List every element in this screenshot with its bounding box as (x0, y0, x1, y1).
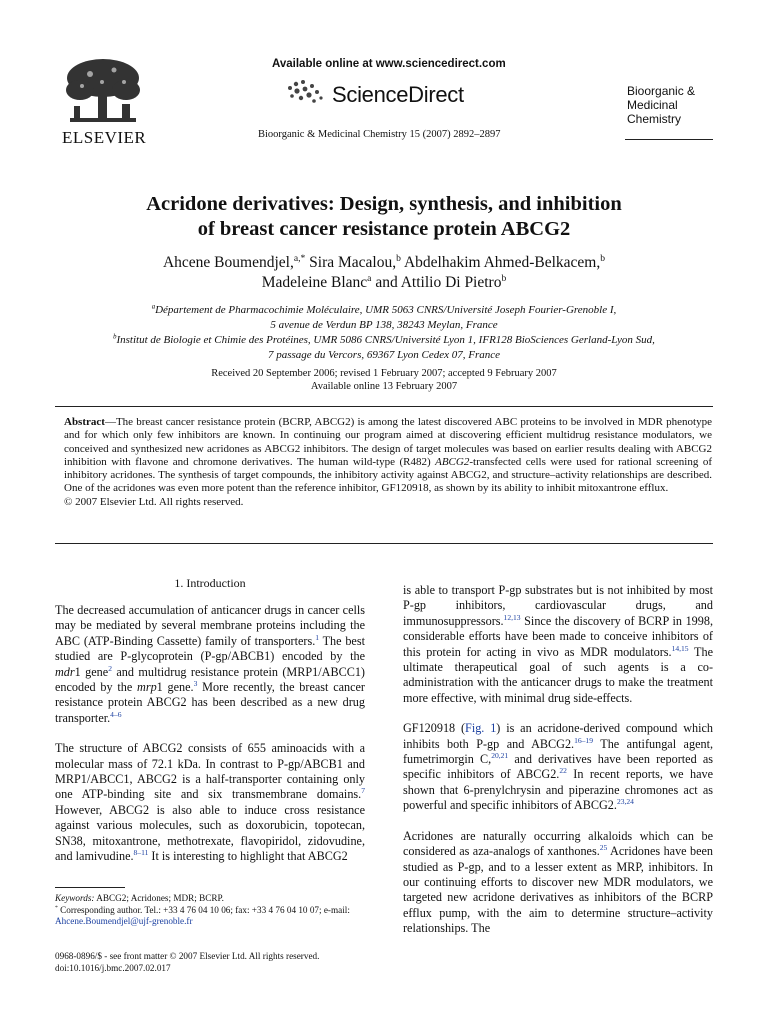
affiliation-mark: a (151, 303, 156, 311)
reference-link[interactable]: 14,15 (671, 643, 689, 653)
paragraph (403, 829, 713, 937)
text-run: The ultimate therapeutical goal of such agents is a co-administration with the anticancer drugs to make the treatment more effective, with minimal drug side-effects. (403, 644, 713, 705)
abstract-top-rule (55, 406, 713, 407)
paragraph (403, 583, 713, 706)
affiliation-b (0, 334, 768, 346)
journal-citation: Bioorganic & Medicinal Chemistry 15 (2007) 2892–2897 (258, 129, 501, 140)
text-run: The decreased accumulation of anticancer drugs in cancer cells may be mediated by several membrane proteins including the ABC (ATP-Binding Cassette) family of transporters. (55, 603, 365, 648)
affiliation-a-address: 5 avenue de Verdun BP 138, 38243 Meylan, France (270, 319, 498, 331)
text-run: However, ABCG2 is also able to induce cross resistance against various molecules, such as doxorubicin, topotecan, SN38, mitoxantrone, methotrexate, flavopiridol, zidovudine, and lamivudine. (55, 802, 365, 864)
author-name: Ahcene Boumendjel, (162, 254, 294, 271)
text-run: and derivatives have been reported as specific inhibitors of ABCG2. (403, 752, 713, 782)
keywords-label: Keywords: (55, 893, 95, 903)
abstract-italic: ABCG2 (435, 455, 470, 468)
author-affiliation-mark: b (501, 272, 507, 284)
right-column (403, 583, 713, 937)
text-run: Acridones are naturally occurring alkaloids which can be considered as aza-analogs of xanthones. (403, 828, 713, 859)
available-online-date: Available online 13 February 2007 (310, 381, 458, 392)
reference-link[interactable]: 20,21 (491, 751, 509, 760)
abstract (64, 416, 712, 509)
author-email-link[interactable]: Ahcene.Boumendjel@ujf-grenoble.fr (55, 916, 193, 926)
text-run: It is interesting to highlight that ABCG2 (148, 849, 348, 864)
available-online-text: Available online at www.sciencedirect.com (272, 58, 506, 70)
corresponding-author (55, 905, 365, 928)
reference-link[interactable]: 16–19 (574, 735, 593, 745)
front-matter-line: 0968-0896/$ - see front matter © 2007 Elsevier Ltd. All rights reserved. (55, 951, 320, 961)
article-title-line2: of breast cancer resistance protein ABCG2 (197, 218, 571, 240)
elsevier-tree-logo-icon (62, 56, 144, 130)
author-name: Sira Macalou, (309, 254, 397, 271)
publisher-name: ELSEVIER (62, 128, 147, 147)
copyright: © 2007 Elsevier Ltd. All rights reserved. (64, 495, 244, 508)
sciencedirect-wordmark: ScienceDirect (332, 82, 464, 107)
text-run: In recent reports, we have shown that 6-prenylchrysin and piperazine chromones act as powerful and specific inhibitors of ABCG2. (403, 767, 713, 813)
affiliation-text: Institut de Biologie et Chimie des Protéines, UMR 5086 CNRS/Université Lyon 1, IFR128 BioSciences Gerland-Lyon Sud, (116, 334, 655, 346)
author-affiliation-mark: a (367, 272, 372, 284)
footnote-rule (55, 887, 125, 888)
reference-link[interactable]: 4–6 (110, 709, 122, 719)
text-run: ) is an acridone-derived compound which inhibits both P-gp and ABCG2. (403, 721, 713, 751)
text-run: Acridones have been studied as P-gp, and to a lesser extent as MRP, inhibitors. In our continuing efforts to discover new MDR modulators, we targeted new acridone derivatives as inhibitors of the BCRP efflux pump, with the aim to determine structure–activity relationships. The (403, 844, 713, 936)
author-list-line1 (0, 254, 768, 272)
reference-link[interactable]: 25 (599, 843, 608, 853)
italic-gene-name: mdr (55, 664, 75, 679)
reference-link[interactable]: 1 (315, 632, 320, 642)
journal-name-line: Bioorganic & (627, 84, 696, 98)
author-name: Madeleine Blanc (261, 274, 368, 291)
paragraph (55, 603, 365, 726)
affiliation-text: Département de Pharmacochimie Moléculaire, UMR 5063 CNRS/Université Joseph Fourier-Grenoble I, (155, 304, 617, 316)
journal-name-rule (625, 139, 713, 140)
doi[interactable]: doi:10.1016/j.bmc.2007.02.017 (55, 963, 171, 973)
figure-link[interactable]: Fig. 1 (465, 721, 497, 736)
reference-link[interactable]: 7 (361, 786, 365, 796)
author-name: Abdelhakim Ahmed-Belkacem, (403, 254, 601, 271)
reference-link[interactable]: 3 (193, 678, 198, 688)
received-dates: Received 20 September 2006; revised 1 February 2007; accepted 9 February 2007 (211, 368, 557, 379)
sciencedirect-dots-icon (286, 78, 326, 106)
journal-name-line: Medicinal (627, 98, 678, 112)
author-affiliation-mark: b (396, 252, 401, 264)
author-name: and Attilio Di Pietro (375, 274, 502, 291)
abstract-bottom-rule (55, 543, 713, 544)
reference-link[interactable]: 8–11 (133, 848, 149, 858)
text-run: is able to transport P-gp substrates but is not inhibited by most P-gp inhibitors, cardiovascular drugs, and immunosuppressors. (403, 583, 713, 628)
text-run: 1 gene (74, 664, 109, 679)
text-run: and multidrug resistance protein (MRP1/ABCC1) encoded by the (55, 664, 365, 695)
affiliation-b-address: 7 passage du Vercors, 69367 Lyon Cedex 07, France (267, 349, 501, 361)
reference-link[interactable]: 2 (108, 663, 112, 673)
footnotes (55, 893, 365, 928)
corresponding-text: Corresponding author. Tel.: +33 4 76 04 10 06; fax: +33 4 76 04 10 07; e-mail: (57, 904, 350, 915)
reference-link[interactable]: 22 (559, 766, 567, 776)
article-title-line1: Acridone derivatives: Design, synthesis, and inhibition (146, 193, 622, 215)
italic-gene-name: mrp (137, 680, 157, 695)
journal-name-line: Chemistry (627, 112, 682, 126)
author-list-line2 (0, 274, 768, 292)
front-matter (55, 950, 475, 974)
affiliation-mark: b (113, 333, 117, 341)
keywords-line (55, 893, 365, 905)
paragraph (55, 741, 365, 864)
author-affiliation-mark: a,* (293, 252, 306, 264)
abstract-text: —The breast cancer resistance protein (BCRP, ABCG2) is among the latest discovered ABC proteins to be involved in MDR phenotype and for which only few inhibitors are known. In continuing our program aimed at discovering efficient multidrug resistance modulators, we conceived and synthesized new acridones as ABCG2 inhibitors. The design of target molecules was based on earlier results dealing with ABCG2 inhibition with flavone and chromone derivatives. The human wild-type (R482) (64, 416, 712, 468)
text-run: More recently, the breast cancer resistance protein ABCG2 has been described as a new drug transporter. (55, 680, 365, 725)
reference-link[interactable]: 12,13 (503, 612, 521, 622)
corresponding-mark: * (55, 904, 58, 911)
keywords: ABCG2; Acridones; MDR; BCRP. (94, 893, 224, 903)
left-column (55, 603, 365, 865)
affiliation-a (0, 304, 768, 316)
text-run: GF120918 ( (403, 721, 466, 736)
text-run: The structure of ABCG2 consists of 655 aminoacids with a molecular mass of 72.1 kDa. In contrast to P-gp/ABCB1 and MRP1/ABCC1, ABCG2 is a half-transporter containing only one ATP-binding site and six transmembrane domains. (55, 741, 365, 802)
text-run: The best studied are P-glycoprotein (P-gp/ABCB1) encoded by the (55, 633, 365, 664)
abstract-text: -transfected cells were used for rational screening of inhibitory acridones. The synthesis of target compounds, the inhibitory activity against ABCG2, and structure–activity relationships are described. One of the acridones was even more potent than the reference inhibitor, GF120918, as shown by its ability to inhibit mitoxantrone efflux. (64, 455, 713, 495)
paragraph (403, 721, 713, 813)
text-run: Since the discovery of BCRP in 1998, considerable efforts have been made to conceive inhibitors of this protein for acting in vivo as MDR modulators. (403, 613, 713, 659)
text-run: 1 gene. (156, 680, 194, 695)
section-heading-introduction: 1. Introduction (174, 576, 246, 590)
journal-name (627, 84, 695, 126)
author-affiliation-mark: b (600, 252, 606, 264)
abstract-label: Abstract (64, 416, 105, 428)
text-run: The antifungal agent, fumetrimorgin C, (403, 736, 714, 767)
reference-link[interactable]: 23,24 (616, 797, 634, 807)
